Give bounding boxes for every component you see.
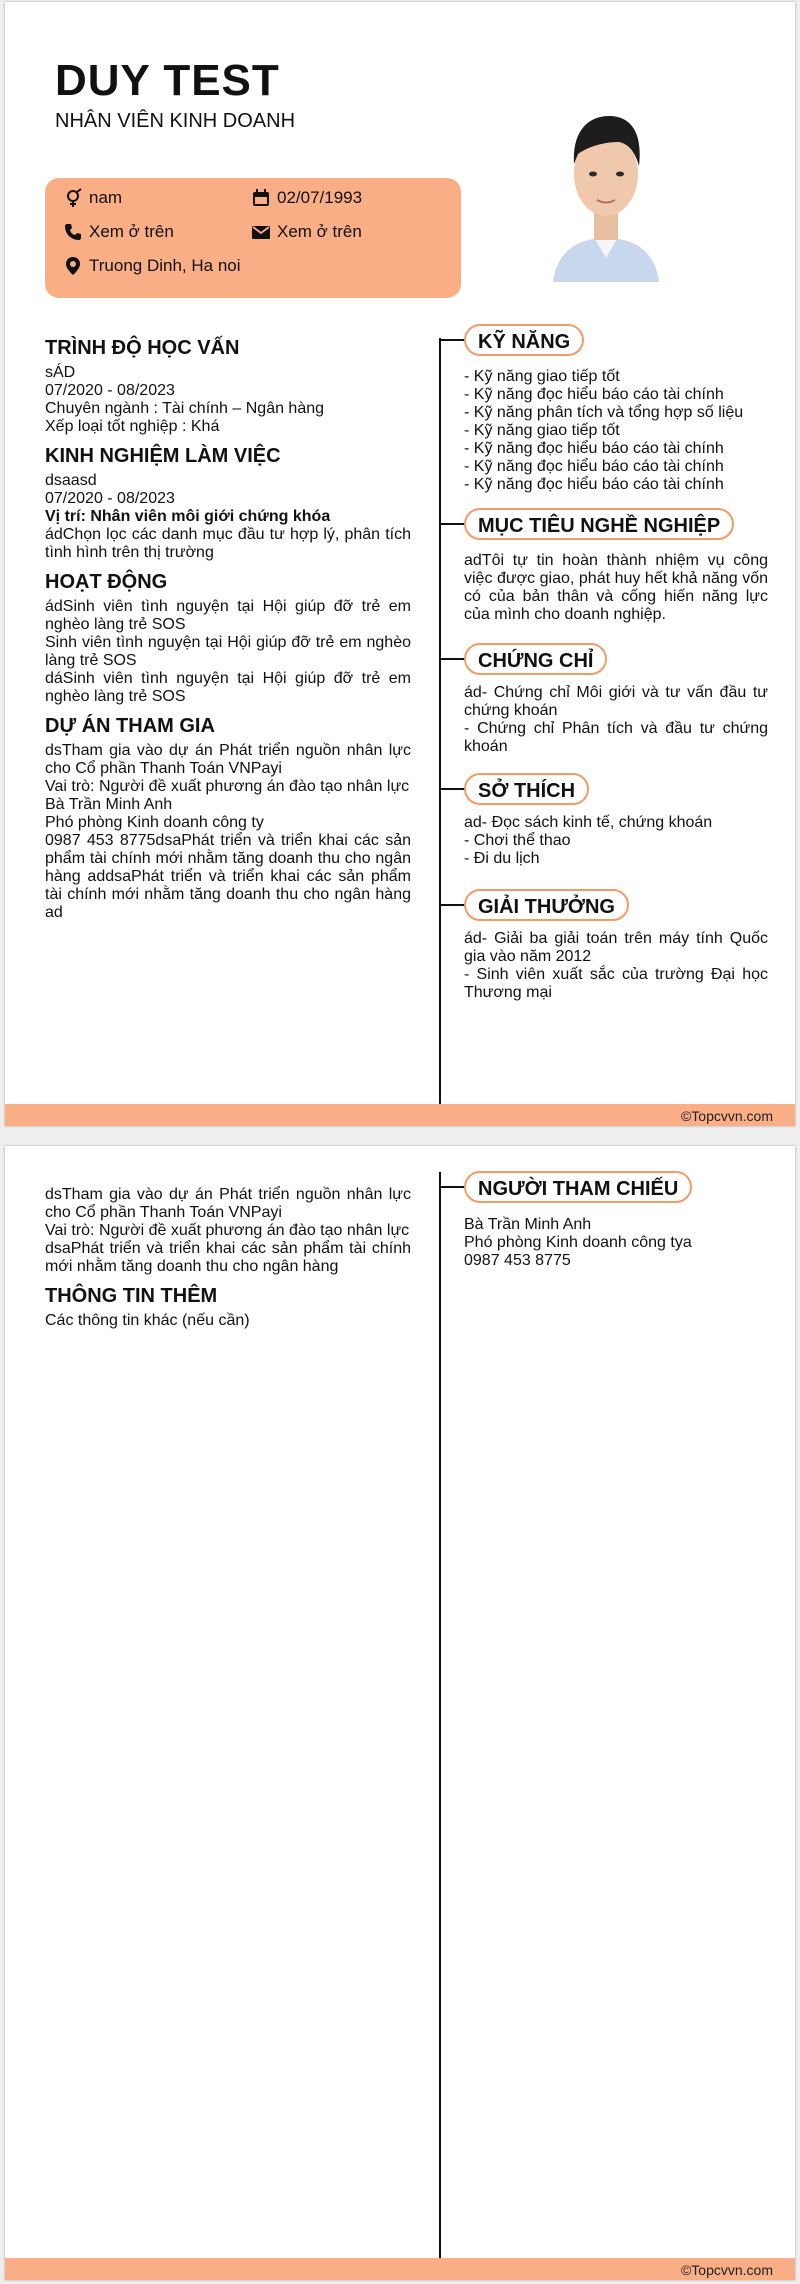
hobbies-list bbox=[464, 814, 768, 868]
education-grade: Xếp loại tốt nghiệp : Khá bbox=[45, 418, 220, 435]
activities-section bbox=[45, 570, 411, 706]
email-value: Xem ở trên bbox=[277, 222, 362, 241]
hobbies-heading: SỞ THÍCH bbox=[464, 773, 589, 805]
skill-item: - Kỹ năng đọc hiểu báo cáo tài chính bbox=[464, 476, 724, 493]
left-column bbox=[45, 336, 411, 922]
award-item: - Sinh viên xuất sắc của trường Đại học Thương mại bbox=[464, 966, 768, 1001]
projects-continued-section bbox=[45, 1186, 411, 1276]
activities-heading: HOẠT ĐỘNG bbox=[45, 571, 168, 593]
birthday-value: 02/07/1993 bbox=[277, 188, 363, 207]
experience-heading: KINH NGHIỆM LÀM VIỆC bbox=[45, 445, 281, 467]
footer-brand: ©Topcvvn.com bbox=[680, 1108, 773, 1124]
award-item: ád- Giải ba giải toán trên máy tính Quốc gia vào năm 2012 bbox=[464, 930, 768, 965]
project-description: dsaPhát triển và triển khai các sản phẩm tài chính mới nhằm tăng doanh thu cho ngân hàng bbox=[45, 1240, 411, 1275]
references-heading: NGƯỜI THAM CHIẾU bbox=[464, 1171, 692, 1203]
education-major: Chuyên ngành : Tài chính – Ngân hàng bbox=[45, 400, 325, 417]
education-heading: TRÌNH ĐỘ HỌC VẤN bbox=[45, 337, 240, 359]
hobby-item: - Đi du lịch bbox=[464, 850, 540, 867]
experience-section bbox=[45, 444, 411, 562]
extra-info-section bbox=[45, 1284, 411, 1330]
timeline-tick bbox=[439, 523, 467, 525]
timeline-line bbox=[439, 338, 441, 1104]
address-value: Truong Dinh, Ha noi bbox=[89, 256, 241, 275]
timeline-tick bbox=[439, 658, 467, 660]
contact-birthday bbox=[251, 188, 362, 208]
awards-heading: GIẢI THƯỞNG bbox=[464, 889, 629, 921]
skill-item: - Kỹ năng phân tích và tổng hợp số liệu bbox=[464, 404, 744, 421]
cv-page-1 bbox=[5, 2, 795, 1126]
objective-heading: MỤC TIÊU NGHỀ NGHIỆP bbox=[464, 508, 734, 540]
contact-phone bbox=[63, 222, 174, 242]
location-pin-icon bbox=[63, 256, 83, 276]
skill-item: - Kỹ năng đọc hiểu báo cáo tài chính bbox=[464, 440, 724, 457]
extra-info-heading: THÔNG TIN THÊM bbox=[45, 1285, 218, 1307]
reference-position: Phó phòng Kinh doanh công tya bbox=[464, 1234, 692, 1251]
reference-phone: 0987 453 8775 bbox=[464, 1252, 571, 1269]
timeline-tick bbox=[439, 788, 467, 790]
awards-list bbox=[464, 930, 768, 1002]
contact-address bbox=[63, 256, 241, 276]
contact-gender bbox=[63, 188, 122, 208]
left-column-page-2 bbox=[45, 1186, 411, 1330]
education-period: 07/2020 - 08/2023 bbox=[45, 382, 175, 399]
references-block bbox=[464, 1216, 768, 1270]
job-title: NHÂN VIÊN KINH DOANH bbox=[55, 110, 296, 132]
contact-box bbox=[45, 178, 461, 298]
experience-position: Vị trí: Nhân viên môi giới chứng khóa bbox=[45, 508, 331, 525]
phone-icon bbox=[63, 222, 83, 242]
projects-section bbox=[45, 714, 411, 922]
certificates-heading: CHỨNG CHỈ bbox=[464, 643, 607, 675]
project-name: dsTham gia vào dự án Phát triển nguồn nhân lực cho Cổ phần Thanh Toán VNPayi bbox=[45, 1186, 411, 1221]
page-footer bbox=[5, 1104, 795, 1126]
activity-item: Sinh viên tình nguyện tại Hội giúp đỡ trẻ em nghèo làng trẻ SOS bbox=[45, 634, 411, 669]
reference-name: Bà Trần Minh Anh bbox=[464, 1216, 592, 1233]
skills-heading: KỸ NĂNG bbox=[464, 324, 584, 356]
candidate-name: DUY TEST bbox=[55, 56, 280, 105]
certificate-item: - Chứng chỉ Phân tích và đầu tư chứng khoán bbox=[464, 720, 768, 755]
experience-description: ádChọn lọc các danh mục đầu tư hợp lý, phân tích tình hình trên thị trường bbox=[45, 526, 411, 561]
timeline-tick bbox=[439, 904, 467, 906]
project-role: Vai trò: Người đề xuất phương án đào tạo nhân lực bbox=[45, 778, 410, 795]
calendar-icon bbox=[251, 188, 271, 208]
skill-item: - Kỹ năng đọc hiểu báo cáo tài chính bbox=[464, 386, 724, 403]
project-name: dsTham gia vào dự án Phát triển nguồn nhân lực cho Cổ phần Thanh Toán VNPayi bbox=[45, 742, 411, 777]
timeline-line bbox=[439, 1172, 441, 2260]
project-role: Vai trò: Người đề xuất phương án đào tạo nhân lực bbox=[45, 1222, 410, 1239]
education-section bbox=[45, 336, 411, 436]
cv-page-2 bbox=[5, 1146, 795, 2280]
hobby-item: ad- Đọc sách kinh tế, chứng khoán bbox=[464, 814, 713, 831]
experience-period: 07/2020 - 08/2023 bbox=[45, 490, 175, 507]
skill-item: - Kỹ năng đọc hiểu báo cáo tài chính bbox=[464, 458, 724, 475]
phone-value: Xem ở trên bbox=[89, 222, 174, 241]
project-reference-name: Bà Trần Minh Anh bbox=[45, 796, 173, 813]
skill-item: - Kỹ năng giao tiếp tốt bbox=[464, 422, 620, 439]
email-icon bbox=[251, 222, 271, 242]
project-reference-position: Phó phòng Kinh doanh công ty bbox=[45, 814, 264, 831]
footer-brand: ©Topcvvn.com bbox=[680, 2262, 773, 2278]
experience-company: dsaasd bbox=[45, 472, 97, 489]
gender-value: nam bbox=[89, 188, 123, 207]
timeline-tick bbox=[439, 1186, 467, 1188]
certificate-item: ád- Chứng chỉ Môi giới và tư vấn đầu tư chứng khoán bbox=[464, 684, 768, 719]
skills-list bbox=[464, 368, 768, 494]
objective-text: adTôi tự tin hoàn thành nhiệm vụ công việc được giao, phát huy hết khả năng vốn có của bản thân và cống hiến năng lực của mình cho doanh nghiệp. bbox=[464, 552, 768, 623]
profile-photo bbox=[531, 82, 681, 282]
hobby-item: - Chơi thể thao bbox=[464, 832, 571, 849]
contact-email bbox=[251, 222, 362, 242]
timeline-tick bbox=[439, 339, 467, 341]
page-footer bbox=[5, 2258, 795, 2280]
gender-icon bbox=[63, 188, 83, 208]
activity-item: dáSinh viên tình nguyện tại Hội giúp đỡ trẻ em nghèo làng trẻ SOS bbox=[45, 670, 411, 705]
education-school: sÁD bbox=[45, 364, 76, 381]
skill-item: - Kỹ năng giao tiếp tốt bbox=[464, 368, 620, 385]
project-description: 0987 453 8775dsaPhát triển và triển khai các sản phẩm tài chính mới nhằm tăng doanh thu cho ngân hàng addsaPhát triển và triển khai các sản phẩm tài chính mới nhằm tăng doanh thu cho ngân hàng ad bbox=[45, 832, 411, 921]
extra-info-text: Các thông tin khác (nếu cần) bbox=[45, 1312, 250, 1329]
certificates-list bbox=[464, 684, 768, 756]
activity-item: ádSinh viên tình nguyện tại Hội giúp đỡ trẻ em nghèo làng trẻ SOS bbox=[45, 598, 411, 633]
projects-heading: DỰ ÁN THAM GIA bbox=[45, 715, 215, 737]
